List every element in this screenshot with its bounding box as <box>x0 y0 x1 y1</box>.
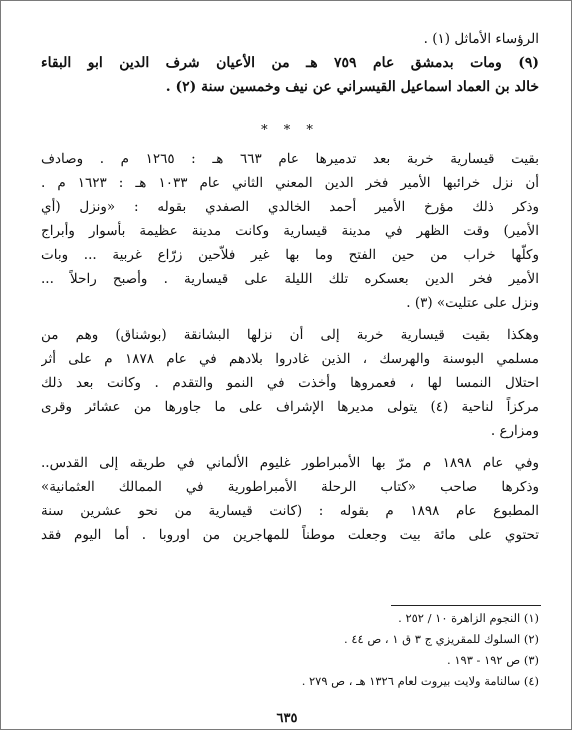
page-number: ٦٣٥ <box>276 711 298 726</box>
text-line: الأمير) وقت الظهر في مدينة قيسارية وكانت مدينة عظيمة بأسوار وأبراج <box>41 223 539 239</box>
text-line: مسلمي البوسنة والهرسك ، الذين غادروا بلادهم في عام ١٨٧٨ م على أثر <box>41 351 539 367</box>
intro-paragraph <box>41 27 539 99</box>
text-line: ومزارع . <box>490 423 539 439</box>
text-line: الرؤساء الأماثل (١) . <box>423 31 539 47</box>
text-line: مركزاً لناحية (٤) يتولى مديرها الإشراف على ما جاورها من عشائر وقرى <box>41 399 539 415</box>
text-line: وذكر ذلك مؤرخ الأمير أحمد الخالدي الصفدي بقوله : «ونزل (أي <box>41 199 539 215</box>
text-line: وهكذا بقيت قيسارية خربة إلى أن نزلها البشانقة (بوشناق) وهم من <box>41 327 539 343</box>
text-line: الأمير فخر الدين بعسكره تلك الليلة على قيسارية . وأصبح راحلاً ... <box>41 271 539 287</box>
footnote: (٣) ص ١٩٢ - ١٩٣ . <box>447 653 539 667</box>
section-separator: * * * <box>261 123 319 138</box>
footnotes <box>151 608 539 692</box>
body-paragraphs <box>41 147 539 547</box>
footnote: (٢) السلوك للمقريزي ج ٣ ق ١ ، ص ٤٤ . <box>344 632 539 646</box>
text-line: أن نزل خرائبها الأمير فخر الدين المعني الثاني عام ١٠٣٣ هـ : ١٦٢٣ م . <box>41 175 539 191</box>
text-line: وفي عام ١٨٩٨ م مرّ بها الأمبراطور غليوم الألماني في طريقه إلى القدس.. <box>41 455 539 471</box>
footnote: (١) النجوم الزاهرة ١٠ / ٢٥٢ . <box>398 611 539 625</box>
text-line: خالد بن العماد اسماعيل القيسراني عن نيف وخمسين سنة (٢) . <box>165 79 539 95</box>
document-page <box>1 1 572 730</box>
text-line: بقيت قيسارية خربة بعد تدميرها عام ٦٦٣ هـ : ١٢٦٥ م . وصادف <box>41 151 539 167</box>
text-line: المطبوع عام ١٨٩٨ م بقوله : (كانت قيسارية من نحو عشرين سنة <box>41 503 539 519</box>
footnote-rule <box>391 605 541 606</box>
footnote: (٤) سالنامة ولايت بيروت لعام ١٣٢٦ هـ ، ص ٢٧٩ . <box>301 674 539 688</box>
text-line: وذكرها صاحب «كتاب الرحلة الأمبراطورية في الممالك العثمانية» <box>41 479 539 495</box>
text-line: ونزل على عتليت» (٣) . <box>406 295 539 311</box>
text-line: وكلّها خراب من حين الفتح وما بها غير فلاّحين زرّاع غربية ... وبات <box>41 247 539 263</box>
text-line: احتلال النمسا لها ، فعمروها وأخذت في النمو والتقدم . وكانت بعد ذلك <box>41 375 539 391</box>
text-line: (٩) ومات بدمشق عام ٧٥٩ هـ من الأعيان شرف الدين ابو البقاء <box>41 55 539 71</box>
text-line: تحتوي على مائة بيت وجعلت موطناً للمهاجرين من اوروبا . أما اليوم فقد <box>41 527 539 543</box>
